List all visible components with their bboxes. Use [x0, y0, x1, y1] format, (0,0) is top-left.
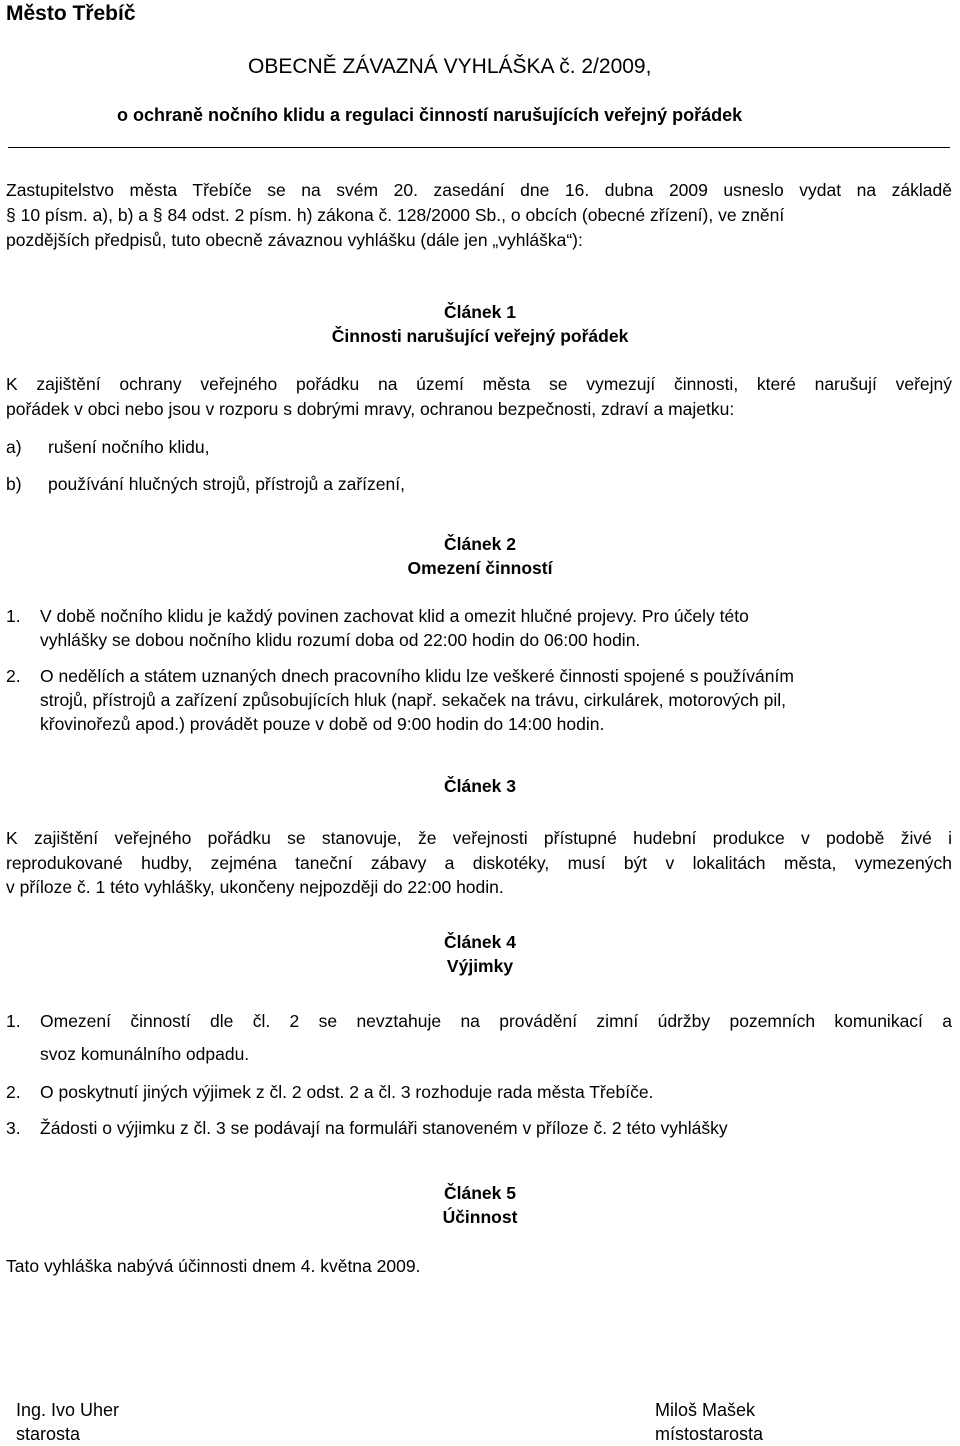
article-1-heading: Článek 1 [444, 302, 516, 322]
article-3-line-3: v příloze č. 1 této vyhlášky, ukončeny nejpozději do 22:00 hodin. [6, 877, 504, 897]
list-item-line: strojů, přístrojů a zařízení způsobujících hluk (např. sekaček na trávu, cirkulárek, motorových pil, [40, 690, 787, 710]
article-5-heading: Článek 5 [444, 1183, 516, 1203]
list-item: používání hlučných strojů, přístrojů a zařízení, [48, 474, 405, 494]
intro-line-1: Zastupitelstvo města Třebíče se na svém 20. zasedání dne 16. dubna 2009 usneslo vydat na základě [6, 180, 952, 200]
article-4-title: Výjimky [446, 956, 514, 976]
list-marker: 1. [6, 1011, 21, 1031]
article-1-line-1: K zajištění ochrany veřejného pořádku na území města se vymezují činnosti, které narušují veřejný [6, 374, 952, 394]
signatory-right-name: Miloš Mašek [655, 1400, 756, 1420]
list-marker: 2. [6, 666, 21, 686]
article-4-heading: Článek 4 [444, 932, 516, 952]
list-item-line: Omezení činností dle čl. 2 se nevztahuje na provádění zimní údržby pozemních komunikací a [40, 1011, 952, 1031]
article-2-title: Omezení činností [407, 558, 553, 578]
list-marker: 2. [6, 1082, 21, 1102]
list-marker: 3. [6, 1118, 21, 1138]
article-1-title: Činnosti narušující veřejný pořádek [331, 326, 629, 346]
list-marker: a) [6, 437, 22, 457]
header-divider [8, 147, 950, 148]
list-item: rušení nočního klidu, [48, 437, 210, 457]
list-marker: 1. [6, 606, 21, 626]
list-item-line: V době nočního klidu je každý povinen zachovat klid a omezit hlučné projevy. Pro účely této [40, 606, 749, 626]
ordinance-title-comma: , [645, 55, 652, 78]
article-3-heading: Článek 3 [444, 776, 516, 796]
article-5-title: Účinnost [442, 1207, 518, 1227]
legal-basis-continuation: , o obcích (obecné zřízení), ve znění [501, 205, 785, 225]
list-item-line: O nedělích a státem uznaných dnech pracovního klidu lze veškeré činnosti spojené s používáním [40, 666, 794, 686]
ordinance-title-text: OBECNĚ ZÁVAZNÁ VYHLÁŠKA č. 2/2009 [248, 55, 646, 78]
list-item-line: Žádosti o výjimku z čl. 3 se podávají na formuláři stanoveném v příloze č. 2 této vyhlášky [40, 1118, 728, 1138]
article-3-line-1: K zajištění veřejného pořádku se stanovuje, že veřejnosti přístupné hudební produkce v podobě živé i [6, 828, 952, 848]
legal-basis: § 10 písm. a), b) a § 84 odst. 2 písm. h) zákona č. 128/2000 Sb. [6, 205, 502, 225]
signatory-right-role: místostarosta [655, 1424, 764, 1444]
signatory-left-role: starosta [16, 1424, 81, 1444]
list-item-line: vyhlášky se dobou nočního klidu rozumí doba od 22:00 hodin do 06:00 hodin. [40, 630, 641, 650]
list-item-line: O poskytnutí jiných výjimek z čl. 2 odst. 2 a čl. 3 rozhoduje rada města Třebíče. [40, 1082, 654, 1102]
article-2-heading: Článek 2 [444, 534, 516, 554]
intro-line-2 [6, 203, 784, 227]
article-3-line-2: reprodukované hudby, zejména taneční zábavy a diskotéky, musí být v lokalitách města, vymezených [6, 853, 952, 873]
article-1-line-2: pořádek v obci nebo jsou v rozporu s dobrými mravy, ochranou bezpečnosti, zdraví a majetku: [6, 399, 735, 419]
effective-date-text: Tato vyhláška nabývá účinnosti dnem 4. května 2009. [6, 1256, 421, 1276]
city-name: Město Třebíč [6, 2, 136, 25]
intro-line-3: pozdějších předpisů, tuto obecně závaznou vyhlášku (dále jen „vyhláška“): [6, 230, 583, 250]
ordinance-title [248, 55, 651, 79]
list-marker: b) [6, 474, 22, 494]
list-item-line: křovinořezů apod.) provádět pouze v době od 9:00 hodin do 14:00 hodin. [40, 714, 605, 734]
ordinance-subtitle: o ochraně nočního klidu a regulaci činností narušujících veřejný pořádek [117, 105, 743, 125]
signatory-left-name: Ing. Ivo Uher [16, 1400, 120, 1420]
list-item-line: svoz komunálního odpadu. [40, 1044, 250, 1064]
